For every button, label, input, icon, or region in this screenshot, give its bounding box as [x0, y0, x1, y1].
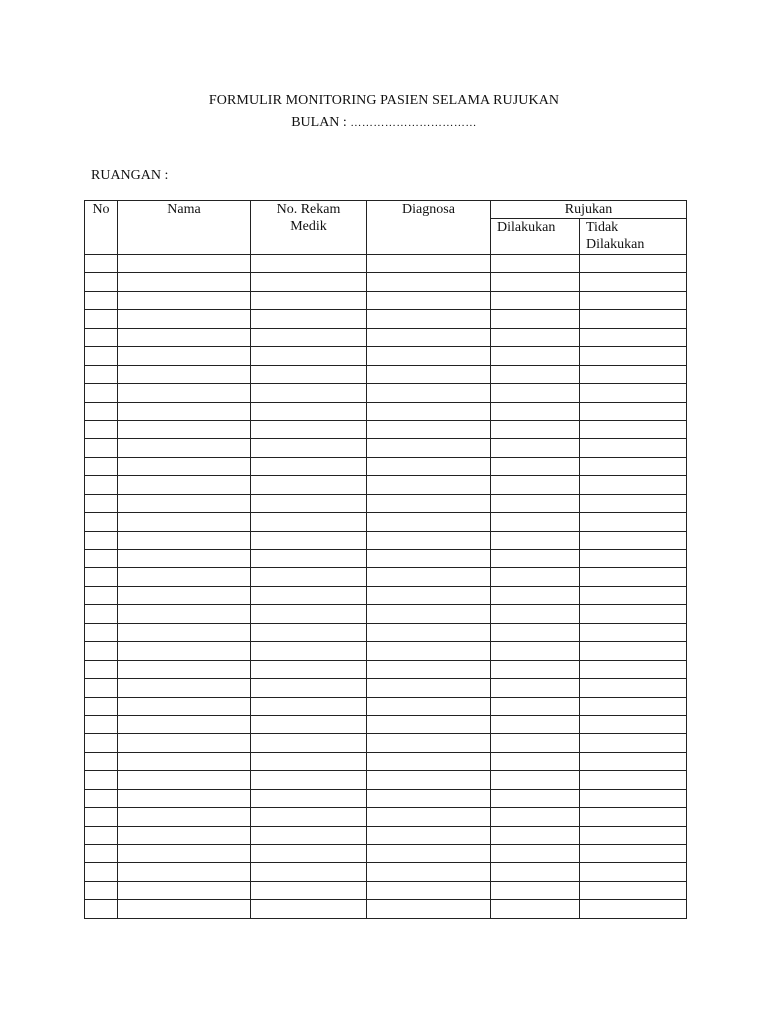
cell-diagnosa[interactable]	[367, 420, 491, 438]
cell-diagnosa[interactable]	[367, 605, 491, 623]
cell-no[interactable]	[85, 734, 118, 752]
cell-tidak-dilakukan[interactable]	[580, 586, 687, 604]
cell-dilakukan[interactable]	[491, 513, 580, 531]
cell-rekam-medik[interactable]	[251, 808, 367, 826]
cell-no[interactable]	[85, 384, 118, 402]
cell-rekam-medik[interactable]	[251, 291, 367, 309]
cell-diagnosa[interactable]	[367, 365, 491, 383]
cell-rekam-medik[interactable]	[251, 642, 367, 660]
cell-tidak-dilakukan[interactable]	[580, 476, 687, 494]
cell-rekam-medik[interactable]	[251, 568, 367, 586]
cell-diagnosa[interactable]	[367, 310, 491, 328]
cell-diagnosa[interactable]	[367, 826, 491, 844]
cell-dilakukan[interactable]	[491, 328, 580, 346]
cell-no[interactable]	[85, 789, 118, 807]
cell-rekam-medik[interactable]	[251, 531, 367, 549]
cell-nama[interactable]	[118, 586, 251, 604]
cell-rekam-medik[interactable]	[251, 550, 367, 568]
cell-dilakukan[interactable]	[491, 623, 580, 641]
cell-no[interactable]	[85, 513, 118, 531]
cell-nama[interactable]	[118, 328, 251, 346]
cell-rekam-medik[interactable]	[251, 457, 367, 475]
table-row	[85, 642, 687, 660]
cell-dilakukan[interactable]	[491, 420, 580, 438]
cell-no[interactable]	[85, 291, 118, 309]
cell-tidak-dilakukan[interactable]	[580, 660, 687, 678]
cell-diagnosa[interactable]	[367, 531, 491, 549]
cell-tidak-dilakukan[interactable]	[580, 679, 687, 697]
cell-nama[interactable]	[118, 494, 251, 512]
table-row	[85, 789, 687, 807]
cell-tidak-dilakukan[interactable]	[580, 568, 687, 586]
cell-rekam-medik[interactable]	[251, 384, 367, 402]
form-title: FORMULIR MONITORING PASIEN SELAMA RUJUKAN	[208, 93, 560, 108]
cell-dilakukan[interactable]	[491, 476, 580, 494]
table-row	[85, 771, 687, 789]
cell-no[interactable]	[85, 568, 118, 586]
cell-tidak-dilakukan[interactable]	[580, 310, 687, 328]
cell-dilakukan[interactable]	[491, 531, 580, 549]
cell-tidak-dilakukan[interactable]	[580, 255, 687, 273]
cell-rekam-medik[interactable]	[251, 273, 367, 291]
cell-tidak-dilakukan[interactable]	[580, 513, 687, 531]
table-row	[85, 476, 687, 494]
cell-no[interactable]	[85, 642, 118, 660]
cell-diagnosa[interactable]	[367, 808, 491, 826]
cell-nama[interactable]	[118, 863, 251, 881]
cell-diagnosa[interactable]	[367, 771, 491, 789]
cell-rekam-medik[interactable]	[251, 752, 367, 770]
cell-no[interactable]	[85, 605, 118, 623]
cell-tidak-dilakukan[interactable]	[580, 291, 687, 309]
cell-dilakukan[interactable]	[491, 494, 580, 512]
table-row	[85, 550, 687, 568]
cell-diagnosa[interactable]	[367, 328, 491, 346]
cell-tidak-dilakukan[interactable]	[580, 494, 687, 512]
cell-dilakukan[interactable]	[491, 715, 580, 733]
cell-tidak-dilakukan[interactable]	[580, 771, 687, 789]
cell-rekam-medik[interactable]	[251, 881, 367, 899]
table-row	[85, 291, 687, 309]
cell-no[interactable]	[85, 808, 118, 826]
cell-dilakukan[interactable]	[491, 439, 580, 457]
cell-tidak-dilakukan[interactable]	[580, 808, 687, 826]
cell-rekam-medik[interactable]	[251, 255, 367, 273]
cell-dilakukan[interactable]	[491, 550, 580, 568]
cell-tidak-dilakukan[interactable]	[580, 845, 687, 863]
cell-no[interactable]	[85, 457, 118, 475]
table-row	[85, 715, 687, 733]
cell-diagnosa[interactable]	[367, 863, 491, 881]
cell-rekam-medik[interactable]	[251, 586, 367, 604]
cell-tidak-dilakukan[interactable]	[580, 384, 687, 402]
cell-diagnosa[interactable]	[367, 679, 491, 697]
cell-no[interactable]	[85, 771, 118, 789]
cell-nama[interactable]	[118, 771, 251, 789]
cell-dilakukan[interactable]	[491, 586, 580, 604]
table-row	[85, 605, 687, 623]
cell-no[interactable]	[85, 679, 118, 697]
cell-nama[interactable]	[118, 605, 251, 623]
cell-no[interactable]	[85, 697, 118, 715]
cell-no[interactable]	[85, 402, 118, 420]
cell-no[interactable]	[85, 660, 118, 678]
table-body	[85, 255, 687, 919]
table-row	[85, 623, 687, 641]
cell-diagnosa[interactable]	[367, 347, 491, 365]
table-row	[85, 568, 687, 586]
cell-dilakukan[interactable]	[491, 734, 580, 752]
cell-diagnosa[interactable]	[367, 881, 491, 899]
cell-diagnosa[interactable]	[367, 715, 491, 733]
cell-diagnosa[interactable]	[367, 789, 491, 807]
cell-rekam-medik[interactable]	[251, 439, 367, 457]
cell-nama[interactable]	[118, 568, 251, 586]
table-row	[85, 513, 687, 531]
cell-rekam-medik[interactable]	[251, 513, 367, 531]
table-row	[85, 660, 687, 678]
cell-rekam-medik[interactable]	[251, 623, 367, 641]
cell-diagnosa[interactable]	[367, 255, 491, 273]
cell-nama[interactable]	[118, 715, 251, 733]
cell-no[interactable]	[85, 494, 118, 512]
cell-nama[interactable]	[118, 697, 251, 715]
cell-tidak-dilakukan[interactable]	[580, 623, 687, 641]
table-row	[85, 402, 687, 420]
table-row	[85, 826, 687, 844]
cell-tidak-dilakukan[interactable]	[580, 457, 687, 475]
cell-tidak-dilakukan[interactable]	[580, 328, 687, 346]
cell-diagnosa[interactable]	[367, 586, 491, 604]
cell-dilakukan[interactable]	[491, 900, 580, 918]
cell-dilakukan[interactable]	[491, 255, 580, 273]
cell-tidak-dilakukan[interactable]	[580, 347, 687, 365]
table-row	[85, 863, 687, 881]
cell-no[interactable]	[85, 715, 118, 733]
cell-rekam-medik[interactable]	[251, 310, 367, 328]
cell-diagnosa[interactable]	[367, 384, 491, 402]
cell-diagnosa[interactable]	[367, 752, 491, 770]
cell-tidak-dilakukan[interactable]	[580, 697, 687, 715]
cell-tidak-dilakukan[interactable]	[580, 365, 687, 383]
cell-nama[interactable]	[118, 384, 251, 402]
table-row	[85, 347, 687, 365]
header-no: No	[85, 201, 118, 255]
cell-nama[interactable]	[118, 679, 251, 697]
cell-diagnosa[interactable]	[367, 845, 491, 863]
cell-rekam-medik[interactable]	[251, 715, 367, 733]
table-row	[85, 255, 687, 273]
cell-nama[interactable]	[118, 826, 251, 844]
cell-no[interactable]	[85, 365, 118, 383]
header-dilakukan: Dilakukan	[491, 219, 580, 255]
table-row	[85, 697, 687, 715]
cell-dilakukan[interactable]	[491, 808, 580, 826]
cell-nama[interactable]	[118, 845, 251, 863]
cell-dilakukan[interactable]	[491, 605, 580, 623]
cell-rekam-medik[interactable]	[251, 900, 367, 918]
cell-dilakukan[interactable]	[491, 679, 580, 697]
header-diagnosa: Diagnosa	[367, 201, 491, 255]
cell-rekam-medik[interactable]	[251, 476, 367, 494]
table-row	[85, 384, 687, 402]
cell-diagnosa[interactable]	[367, 568, 491, 586]
cell-nama[interactable]	[118, 900, 251, 918]
cell-diagnosa[interactable]	[367, 273, 491, 291]
cell-dilakukan[interactable]	[491, 291, 580, 309]
cell-diagnosa[interactable]	[367, 439, 491, 457]
cell-rekam-medik[interactable]	[251, 605, 367, 623]
cell-dilakukan[interactable]	[491, 771, 580, 789]
cell-tidak-dilakukan[interactable]	[580, 531, 687, 549]
cell-rekam-medik[interactable]	[251, 328, 367, 346]
cell-dilakukan[interactable]	[491, 402, 580, 420]
month-label: BULAN :	[291, 115, 347, 130]
cell-dilakukan[interactable]	[491, 347, 580, 365]
cell-nama[interactable]	[118, 291, 251, 309]
table-row	[85, 457, 687, 475]
cell-dilakukan[interactable]	[491, 863, 580, 881]
cell-nama[interactable]	[118, 273, 251, 291]
cell-dilakukan[interactable]	[491, 642, 580, 660]
header-nama: Nama	[118, 201, 251, 255]
cell-nama[interactable]	[118, 513, 251, 531]
cell-diagnosa[interactable]	[367, 900, 491, 918]
cell-rekam-medik[interactable]	[251, 660, 367, 678]
cell-dilakukan[interactable]	[491, 789, 580, 807]
table-row	[85, 328, 687, 346]
cell-no[interactable]	[85, 863, 118, 881]
cell-diagnosa[interactable]	[367, 291, 491, 309]
cell-no[interactable]	[85, 273, 118, 291]
cell-tidak-dilakukan[interactable]	[580, 826, 687, 844]
cell-no[interactable]	[85, 439, 118, 457]
cell-tidak-dilakukan[interactable]	[580, 881, 687, 899]
cell-nama[interactable]	[118, 642, 251, 660]
cell-dilakukan[interactable]	[491, 457, 580, 475]
cell-no[interactable]	[85, 900, 118, 918]
cell-rekam-medik[interactable]	[251, 679, 367, 697]
cell-rekam-medik[interactable]	[251, 365, 367, 383]
cell-nama[interactable]	[118, 808, 251, 826]
cell-no[interactable]	[85, 586, 118, 604]
cell-dilakukan[interactable]	[491, 568, 580, 586]
cell-diagnosa[interactable]	[367, 402, 491, 420]
cell-rekam-medik[interactable]	[251, 697, 367, 715]
cell-tidak-dilakukan[interactable]	[580, 420, 687, 438]
cell-rekam-medik[interactable]	[251, 734, 367, 752]
cell-diagnosa[interactable]	[367, 550, 491, 568]
header-rujukan: Rujukan	[491, 201, 687, 219]
cell-nama[interactable]	[118, 457, 251, 475]
cell-no[interactable]	[85, 328, 118, 346]
cell-no[interactable]	[85, 420, 118, 438]
cell-rekam-medik[interactable]	[251, 771, 367, 789]
table-row	[85, 752, 687, 770]
cell-rekam-medik[interactable]	[251, 347, 367, 365]
cell-diagnosa[interactable]	[367, 476, 491, 494]
cell-tidak-dilakukan[interactable]	[580, 550, 687, 568]
cell-tidak-dilakukan[interactable]	[580, 715, 687, 733]
cell-nama[interactable]	[118, 310, 251, 328]
cell-tidak-dilakukan[interactable]	[580, 863, 687, 881]
cell-nama[interactable]	[118, 531, 251, 549]
cell-diagnosa[interactable]	[367, 494, 491, 512]
cell-diagnosa[interactable]	[367, 457, 491, 475]
cell-nama[interactable]	[118, 881, 251, 899]
cell-nama[interactable]	[118, 789, 251, 807]
cell-no[interactable]	[85, 881, 118, 899]
cell-diagnosa[interactable]	[367, 734, 491, 752]
cell-nama[interactable]	[118, 660, 251, 678]
cell-rekam-medik[interactable]	[251, 402, 367, 420]
cell-tidak-dilakukan[interactable]	[580, 900, 687, 918]
cell-no[interactable]	[85, 255, 118, 273]
cell-nama[interactable]	[118, 255, 251, 273]
cell-no[interactable]	[85, 476, 118, 494]
cell-dilakukan[interactable]	[491, 697, 580, 715]
cell-tidak-dilakukan[interactable]	[580, 752, 687, 770]
cell-diagnosa[interactable]	[367, 513, 491, 531]
table-row	[85, 900, 687, 918]
cell-dilakukan[interactable]	[491, 384, 580, 402]
table-row	[85, 439, 687, 457]
cell-dilakukan[interactable]	[491, 752, 580, 770]
cell-rekam-medik[interactable]	[251, 845, 367, 863]
cell-no[interactable]	[85, 310, 118, 328]
monitoring-table	[84, 200, 687, 919]
cell-rekam-medik[interactable]	[251, 494, 367, 512]
cell-tidak-dilakukan[interactable]	[580, 273, 687, 291]
cell-no[interactable]	[85, 752, 118, 770]
month-line	[0, 115, 768, 131]
cell-diagnosa[interactable]	[367, 697, 491, 715]
room-label: RUANGAN :	[91, 168, 169, 183]
cell-nama[interactable]	[118, 734, 251, 752]
cell-tidak-dilakukan[interactable]	[580, 402, 687, 420]
cell-diagnosa[interactable]	[367, 660, 491, 678]
cell-dilakukan[interactable]	[491, 881, 580, 899]
cell-nama[interactable]	[118, 439, 251, 457]
cell-rekam-medik[interactable]	[251, 789, 367, 807]
cell-no[interactable]	[85, 623, 118, 641]
cell-nama[interactable]	[118, 402, 251, 420]
table-row	[85, 365, 687, 383]
cell-nama[interactable]	[118, 365, 251, 383]
cell-tidak-dilakukan[interactable]	[580, 789, 687, 807]
cell-no[interactable]	[85, 347, 118, 365]
cell-no[interactable]	[85, 550, 118, 568]
cell-no[interactable]	[85, 826, 118, 844]
table-row	[85, 310, 687, 328]
table-row	[85, 531, 687, 549]
cell-rekam-medik[interactable]	[251, 420, 367, 438]
cell-rekam-medik[interactable]	[251, 826, 367, 844]
cell-tidak-dilakukan[interactable]	[580, 605, 687, 623]
cell-tidak-dilakukan[interactable]	[580, 734, 687, 752]
cell-dilakukan[interactable]	[491, 826, 580, 844]
header-tidak-dilakukan: Tidak Dilakukan	[580, 219, 687, 255]
table-row	[85, 420, 687, 438]
cell-tidak-dilakukan[interactable]	[580, 439, 687, 457]
header-rekam-medik: No. Rekam Medik	[251, 201, 367, 255]
table-row	[85, 494, 687, 512]
cell-no[interactable]	[85, 845, 118, 863]
cell-diagnosa[interactable]	[367, 623, 491, 641]
table-row	[85, 679, 687, 697]
table-row	[85, 881, 687, 899]
cell-rekam-medik[interactable]	[251, 863, 367, 881]
cell-nama[interactable]	[118, 476, 251, 494]
cell-tidak-dilakukan[interactable]	[580, 642, 687, 660]
cell-dilakukan[interactable]	[491, 845, 580, 863]
cell-dilakukan[interactable]	[491, 273, 580, 291]
cell-nama[interactable]	[118, 347, 251, 365]
cell-nama[interactable]	[118, 623, 251, 641]
table-row	[85, 586, 687, 604]
cell-dilakukan[interactable]	[491, 310, 580, 328]
cell-dilakukan[interactable]	[491, 660, 580, 678]
table-row	[85, 845, 687, 863]
table-row	[85, 273, 687, 291]
month-field[interactable]: ……………………………	[350, 117, 477, 129]
cell-nama[interactable]	[118, 550, 251, 568]
cell-diagnosa[interactable]	[367, 642, 491, 660]
cell-nama[interactable]	[118, 420, 251, 438]
table-row	[85, 808, 687, 826]
cell-nama[interactable]	[118, 752, 251, 770]
cell-no[interactable]	[85, 531, 118, 549]
cell-dilakukan[interactable]	[491, 365, 580, 383]
table-row	[85, 734, 687, 752]
